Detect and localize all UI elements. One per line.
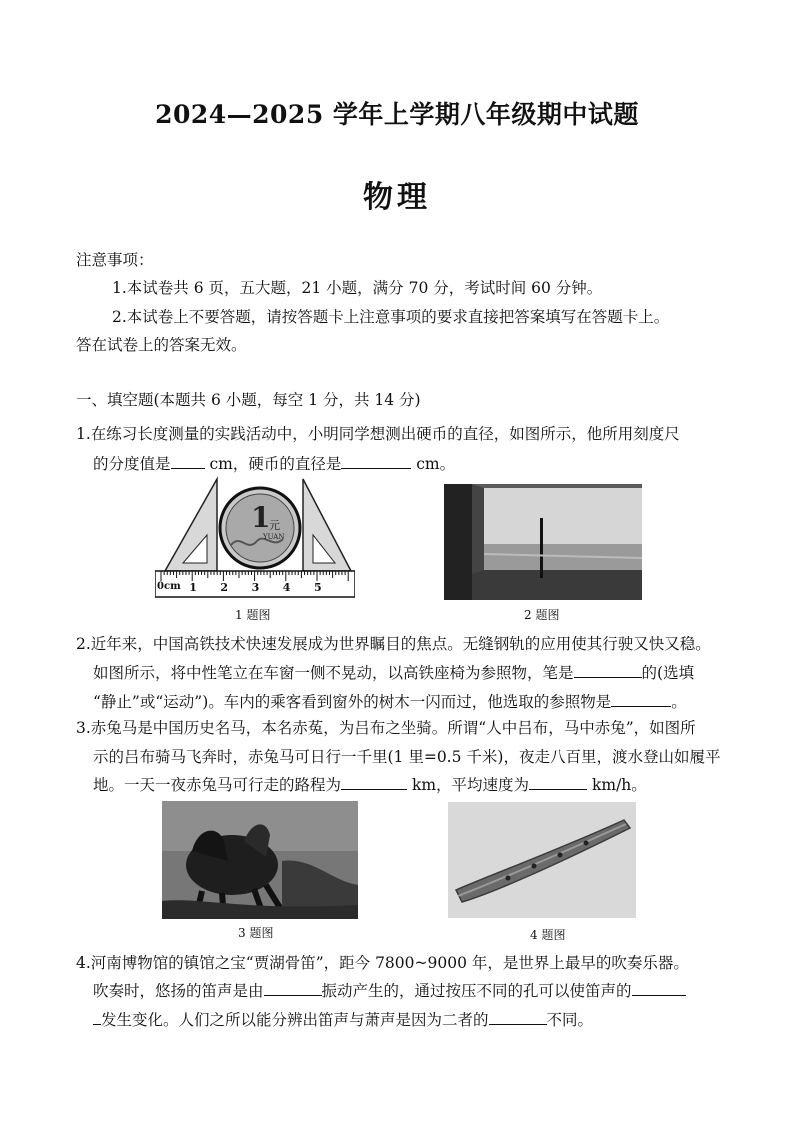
q2-text-b: 的(选填 xyxy=(641,664,695,682)
q1-text-c: cm。 xyxy=(411,455,456,473)
coin-unit: 元 xyxy=(269,519,280,532)
q4-line3 xyxy=(93,1008,593,1030)
figure-3-caption: 3 题图 xyxy=(238,926,274,940)
q1-blank-1 xyxy=(171,454,205,469)
figure-2-caption: 2 题图 xyxy=(524,608,560,622)
figure-3-horse-rider-photo xyxy=(162,801,358,919)
q4-text-c: 发生变化。人们之所以能分辨出笛声与萧声是因为二者的 xyxy=(101,1011,489,1029)
q2-line1: 2.近年来，中国高铁技术快速发展成为世界瞩目的焦点。无缝钢轨的应用使其行驶又快又稳。 xyxy=(76,635,711,653)
q1-line1: 1.在练习长度测量的实践活动中，小明同学想测出硬币的直径，如图所示，他所用刻度尺 xyxy=(76,425,680,443)
q3-blank-2 xyxy=(529,775,587,790)
q2-text-d: 。 xyxy=(671,693,687,711)
notice-item-2-line2: 答在试卷上的答案无效。 xyxy=(76,336,247,354)
ruler-label-zero: 0 xyxy=(157,581,164,592)
q4-line1: 4.河南博物馆的镇馆之宝“贾湖骨笛”，距今 7800~9000 年，是世界上最早的吹奏乐器。 xyxy=(76,954,689,972)
ruler-label: 4 xyxy=(282,581,291,594)
q4-blank-2-cont xyxy=(93,1010,101,1025)
coin-denomination: 1 xyxy=(251,501,271,534)
ruler-unit: cm xyxy=(164,581,181,592)
q1-blank-2 xyxy=(341,454,411,469)
notice-item-2-line1: 2.本试卷上不要答题，请按答题卡上注意事项的要求直接把答案填写在答题卡上。 xyxy=(112,308,670,326)
notice-item-1: 1.本试卷共 6 页，五大题，21 小题，满分 70 分，考试时间 60 分钟。 xyxy=(112,279,603,297)
q4-blank-2 xyxy=(632,981,686,996)
q4-text-b: 振动产生的，通过按压不同的孔可以使笛声的 xyxy=(321,982,632,1000)
q4-blank-1 xyxy=(264,981,322,996)
ruler-label: 1 xyxy=(189,581,197,594)
q2-text-a: 如图所示，将中性笔立在车窗一侧不晃动，以高铁座椅为参照物，笔是 xyxy=(93,664,574,682)
q1-text-a: 的分度值是 xyxy=(93,455,171,473)
q1-line2 xyxy=(93,452,455,474)
q2-line3 xyxy=(93,690,687,712)
q3-line2: 示的吕布骑马飞奔时，赤兔马可日行一千里(1 里=0.5 千米)，夜走八百里，渡水登山如履平 xyxy=(93,748,721,766)
subject-title: 物理 xyxy=(363,180,431,215)
q2-text-c: “静止”或“运动”)。车内的乘客看到窗外的树木一闪而过，他选取的参照物是 xyxy=(93,693,612,711)
q3-line1: 3.赤兔马是中国历史名马，本名赤菟，为吕布之坐骑。所谓“人中吕布，马中赤兔”，如图所 xyxy=(76,719,696,737)
figure-1-ruler-coin xyxy=(155,475,355,603)
figure-4-caption: 4 题图 xyxy=(530,928,566,942)
q4-blank-3 xyxy=(489,1010,547,1025)
exam-title: 2024—2025 学年上学期八年级期中试题 xyxy=(155,100,639,129)
q4-text-d: 不同。 xyxy=(546,1011,594,1029)
q3-blank-1 xyxy=(341,775,407,790)
q4-line2 xyxy=(93,979,686,1001)
q3-text-a: 地。一天一夜赤兔马可行走的路程为 xyxy=(93,776,342,794)
q1-text-b: cm，硬币的直径是 xyxy=(204,455,342,473)
q3-text-b: km，平均速度为 xyxy=(407,776,530,794)
q3-text-c: km/h。 xyxy=(587,776,647,794)
q2-blank-2 xyxy=(611,692,671,707)
ruler-label: 3 xyxy=(251,581,260,594)
q3-line3 xyxy=(93,773,647,795)
notice-heading: 注意事项： xyxy=(76,251,154,269)
figure-2-train-window-photo xyxy=(444,484,642,600)
figure-1-caption: 1 题图 xyxy=(235,608,271,622)
ruler-label: 2 xyxy=(220,581,229,594)
section-1-heading: 一、填空题(本题共 6 小题，每空 1 分，共 14 分) xyxy=(76,391,421,409)
ruler-label: 5 xyxy=(314,581,322,594)
q2-blank-1 xyxy=(574,663,642,678)
q4-text-a: 吹奏时，悠扬的笛声是由 xyxy=(93,982,264,1000)
coin-yuan: YUAN xyxy=(263,533,285,541)
figure-4-bone-flute-photo xyxy=(448,802,636,918)
q2-line2 xyxy=(93,661,694,683)
